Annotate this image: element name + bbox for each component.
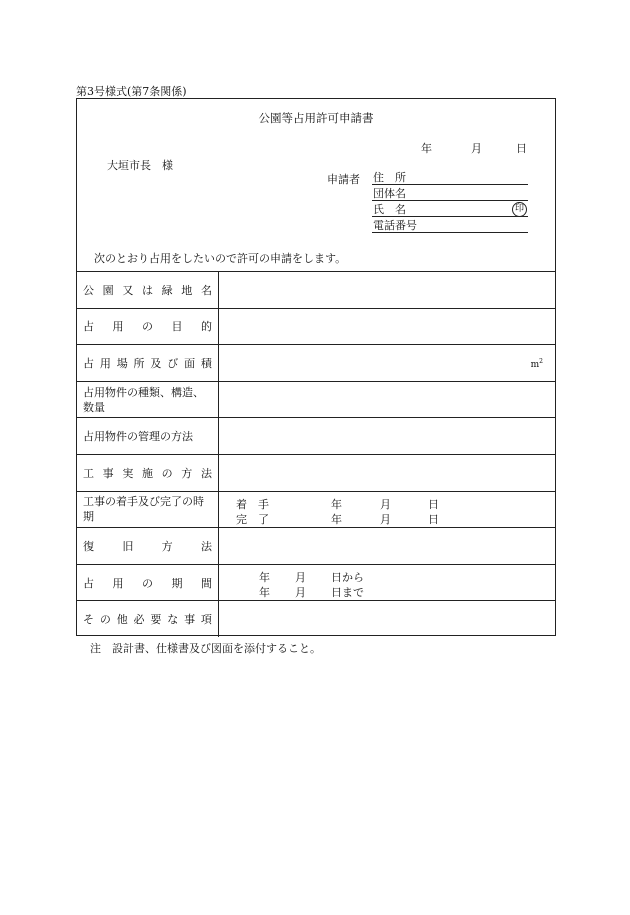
other-input[interactable]	[219, 601, 555, 637]
row-label: 工 事 実 施 の 方 法	[77, 455, 219, 491]
address-field[interactable]	[372, 169, 528, 185]
end-year: 年	[331, 512, 342, 526]
phone-field[interactable]	[372, 217, 528, 233]
object-type-input[interactable]	[219, 382, 555, 418]
name-field[interactable]	[372, 201, 528, 217]
from-day: 日から	[331, 570, 364, 584]
row-label: 占 用 場 所 及 び 面 積	[77, 345, 219, 381]
form-row-construction-method	[77, 454, 555, 491]
applicant-label: 申請者	[327, 173, 360, 186]
purpose-input[interactable]	[219, 309, 555, 345]
form-row-park-name	[77, 271, 555, 308]
start-year: 年	[331, 497, 342, 511]
row-label: 占 用 の 期 間	[77, 565, 219, 601]
form-row-object-type	[77, 381, 555, 418]
construction-period-input[interactable]	[219, 492, 555, 528]
date-day: 日	[516, 142, 527, 155]
form-row-management	[77, 417, 555, 454]
management-input[interactable]	[219, 418, 555, 454]
form-row-place-area	[77, 344, 555, 381]
form-code: 第3号様式(第7条関係)	[76, 85, 187, 98]
park-name-input[interactable]	[219, 272, 555, 308]
area-unit: $m^2$	[530, 358, 543, 371]
start-label: 着 手	[236, 497, 269, 511]
to-day: 日まで	[331, 585, 364, 599]
form-title: 公園等占用許可申請書	[258, 111, 374, 125]
row-label: 復 旧 方 法	[77, 528, 219, 564]
attachment-note: 注 設計書、仕様書及び図面を添付すること。	[90, 642, 321, 655]
start-day: 日	[428, 497, 439, 511]
seal-mark: 印	[512, 202, 527, 217]
row-label: そ の 他 必 要 な 事 項	[77, 601, 219, 637]
form-row-other	[77, 600, 555, 637]
end-month: 月	[380, 512, 391, 526]
to-year: 年	[259, 585, 270, 599]
intro-text: 次のとおり占用をしたいので許可の申請をします。	[94, 252, 347, 265]
date-year: 年	[421, 142, 432, 155]
address-label: 住 所	[373, 171, 406, 184]
start-month: 月	[380, 497, 391, 511]
from-month: 月	[295, 570, 306, 584]
form-row-occupancy-period	[77, 564, 555, 601]
place-area-input[interactable]	[219, 345, 555, 381]
occupancy-period-input[interactable]	[219, 565, 555, 601]
row-label: 占用物件の種類、構造、数量	[77, 382, 219, 418]
to-month: 月	[295, 585, 306, 599]
form-row-purpose	[77, 308, 555, 345]
restoration-input[interactable]	[219, 528, 555, 564]
form-header	[77, 99, 555, 271]
from-year: 年	[259, 570, 270, 584]
addressee: 大垣市長 様	[107, 159, 173, 172]
application-form	[76, 98, 556, 636]
form-row-construction-period	[77, 491, 555, 528]
row-label: 工事の着手及び完了の時期	[77, 492, 219, 528]
group-name-field[interactable]	[372, 185, 528, 201]
group-name-label: 団体名	[373, 187, 406, 200]
row-label: 占 用 の 目 的	[77, 309, 219, 345]
phone-label: 電話番号	[373, 219, 417, 232]
row-label: 公 園 又 は 緑 地 名	[77, 272, 219, 308]
form-row-restoration	[77, 527, 555, 564]
date-month: 月	[471, 142, 482, 155]
end-label: 完 了	[236, 512, 269, 526]
row-label: 占用物件の管理の方法	[77, 418, 219, 454]
end-day: 日	[428, 512, 439, 526]
construction-method-input[interactable]	[219, 455, 555, 491]
name-label: 氏 名	[373, 203, 406, 216]
